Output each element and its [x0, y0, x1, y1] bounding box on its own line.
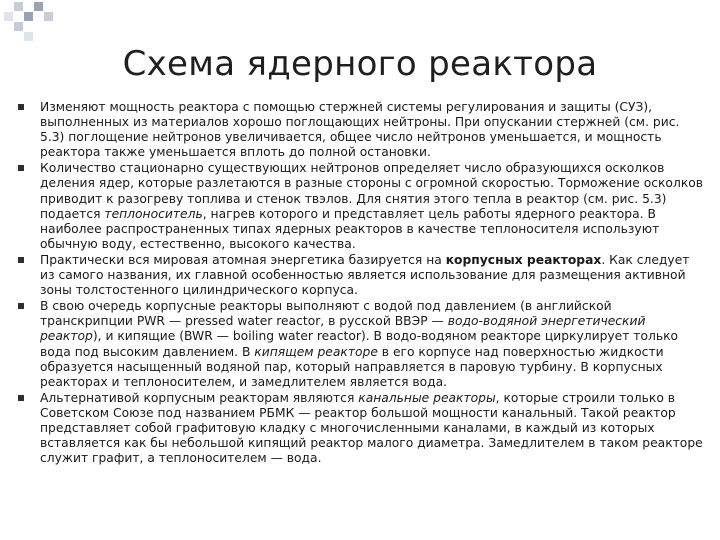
emphasis-term: канальные реакторы: [358, 390, 496, 405]
bullet-item: [14, 161, 704, 252]
bullet-item: [14, 253, 704, 298]
bullet-list: [14, 100, 704, 467]
bullet-text: Изменяют мощность реактора с помощью стержней системы регулирования и защиты (СУЗ), выполненных из материалов хорошо поглощающих нейтроны. При опускании стержней (см. рис. 5.3) поглощение нейтронов увеличивается, общее число нейтронов уменьшается, и мощность реактора также уменьшается вплоть до полной остановки.: [40, 100, 680, 160]
decor-square: [4, 12, 13, 21]
bullet-text: Количество стационарно существующих нейтронов определяет число образующихся осколков деления ядер, которые разлетаются в разные стороны с огромной скоростью. Торможение осколков приводит к разогреву топлива и стенок твэлов. Для снятия этого тепла в реактор (см. рис. 5.3) подается: [40, 161, 704, 221]
decor-square: [34, 2, 43, 11]
bullet-text: . Как следует из самого названия, их главной особенностью является использование для размещения активной зоны толстостенного цилиндрического корпуса.: [40, 252, 690, 298]
bullet-item: [14, 391, 704, 466]
slide-title: Схема ядерного реактора: [122, 44, 598, 84]
emphasis-term: теплоноситель: [104, 206, 203, 221]
bullet-text: В свою очередь корпусные реакторы выполняют с водой под давлением (в английской транскрипции PWR — pressed water reactor, в русской ВВЭР —: [40, 299, 612, 329]
bullet-text: Альтернативой корпусным реакторам являются: [40, 390, 359, 405]
square-bullet-icon: [18, 104, 24, 110]
bullet-text: , которые строили только в Советском Союзе под названием РБМК — реактор большой мощности канальный. Такой реактор представляет собой графитовую кладку с многочисленными каналами, в каждый из которых вставляется как бы небольшой кипящий реактор малого диаметра. Замедлителем в таком реакторе служит графит, а теплоносителем — вода.: [40, 390, 703, 466]
bullet-text: , нагрев которого и представляет цель работы ядерного реактора. В наиболее распространенных типах ядерных реакторов в качестве теплоносителя используют обычную воду, естественно, высокого качества.: [40, 206, 660, 251]
bullet-text: ), и кипящие (BWR — boiling water reactor). В водо-водяном реакторе циркулирует только вода под высоким давлением. В: [40, 329, 679, 359]
square-bullet-icon: [18, 395, 24, 401]
bullet-item: [14, 100, 704, 160]
decor-square: [24, 32, 33, 41]
square-bullet-icon: [18, 257, 24, 263]
decor-square: [14, 22, 23, 31]
square-bullet-icon: [18, 165, 24, 171]
decor-square: [44, 12, 53, 21]
emphasis-term: водо-водяной энергетический реактор: [40, 314, 646, 344]
emphasis-term: кипящем реакторе: [254, 344, 378, 359]
decor-square: [14, 2, 23, 11]
bold-term: корпусных реакторах: [445, 252, 602, 267]
bullet-item: [14, 299, 704, 390]
corner-decoration: [0, 0, 60, 48]
square-bullet-icon: [18, 303, 24, 309]
bullet-text: Практически вся мировая атомная энергетика базируется на: [40, 252, 446, 267]
decor-square: [24, 12, 33, 21]
bullet-text: в его корпусе над поверхностью жидкости образуется насыщенный водяной пар, который направляется в паровую турбину. В корпусных реакторах и теплоносителем, и замедлителем является вода.: [40, 344, 664, 389]
